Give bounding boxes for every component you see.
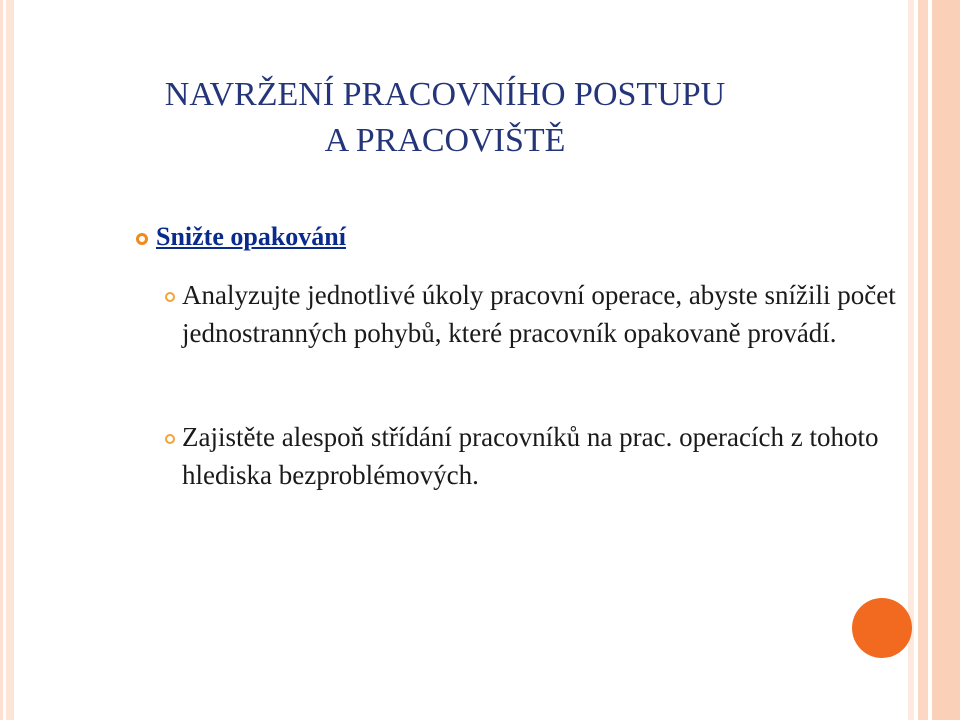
heading-text: Snižte opakování [156,222,346,251]
decorative-stripe [932,0,960,720]
list-item-text: Analyzujte jednotlivé úkoly pracovní operace, abyste snížili počet jednostranných pohybů, které pracovník opakovaně provádí. [182,280,896,348]
decorative-circle [852,598,912,658]
slide-title [60,72,830,164]
list-item-text: Zajistěte alespoň střídání pracovníků na prac. operacích z tohoto hlediska bezproblémových. [182,422,879,490]
bullet-icon [165,292,175,302]
decorative-stripe [918,0,928,720]
title-line-1: NAVRŽENÍ PRACOVNÍHO POSTUPU [164,76,726,113]
bullet-icon [165,434,175,444]
section-heading [138,220,346,254]
decorative-stripe [0,0,3,720]
title-line-2: A PRACOVIŠTĚ [324,122,566,159]
list-item [165,276,925,352]
bullet-icon [136,233,148,245]
decorative-stripe [6,0,14,720]
list-item [165,418,925,494]
decorative-stripe [908,0,914,720]
